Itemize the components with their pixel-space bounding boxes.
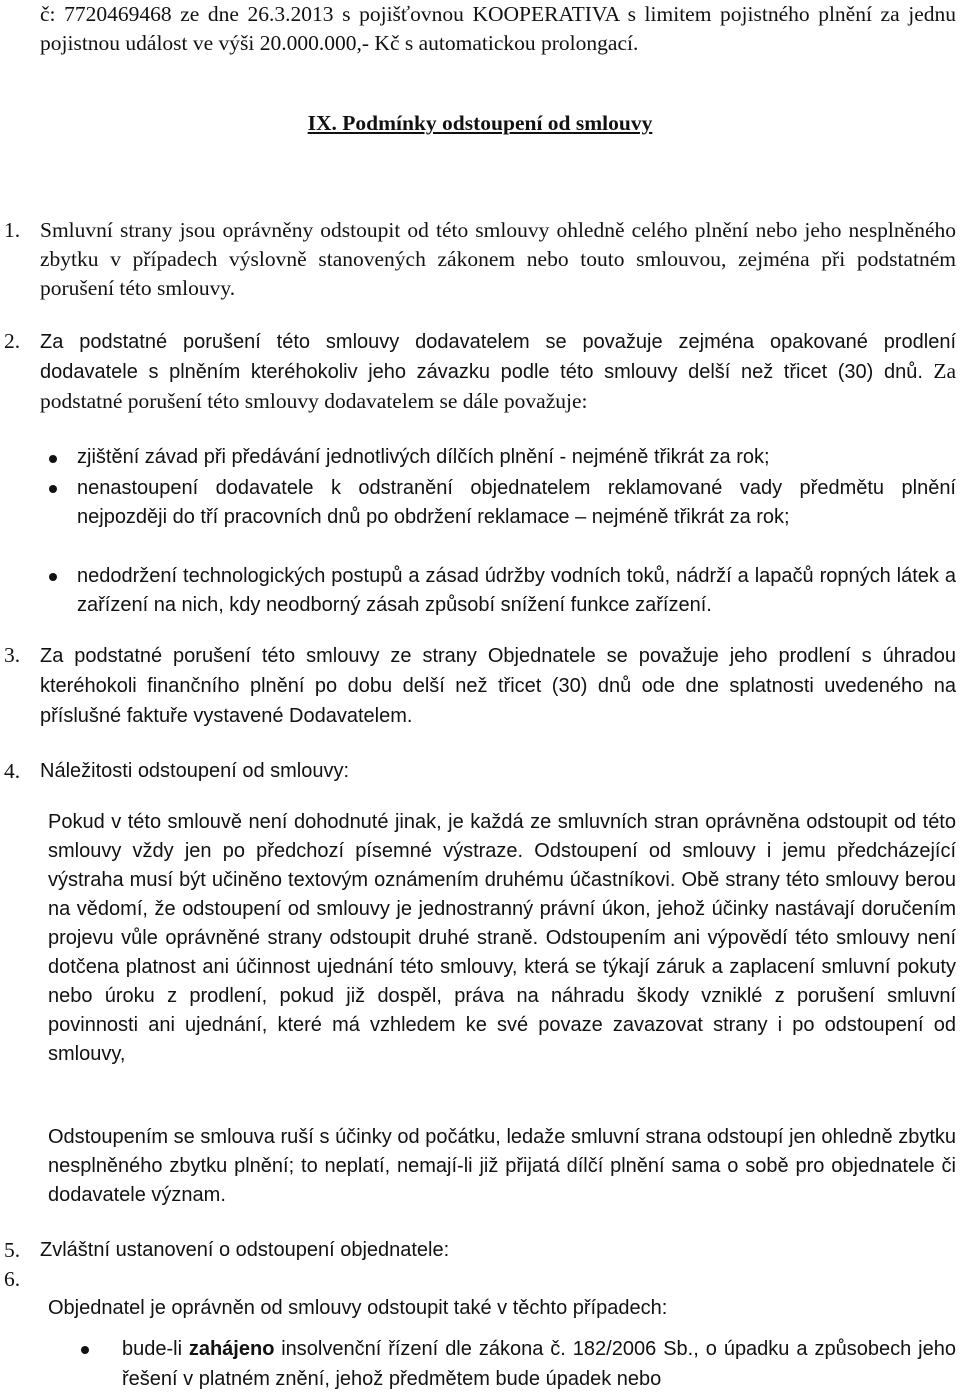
item-1-text: Smluvní strany jsou oprávněny odstoupit od této smlouvy ohledně celého plnění nebo jeho nesplněného zbytku v případech výslovně stanovených zákonem nebo touto smlouvou, zejména při podstatném porušení této smlouvy. [40, 218, 956, 300]
item-3-text [40, 641, 956, 731]
item-6-bullet-post: insolvenční řízení dle zákona č. 182/2006 Sb., o úpadku a způsobech jeho řešení v platném znění, jehož předmětem bude úpadek nebo [122, 1338, 956, 1390]
section-heading: IX. Podmínky odstoupení od smlouvy [307, 111, 653, 135]
item-2-text-a: Za podstatné porušení této smlouvy dodavatelem se považuje zejména opakované prodlení dodavatele s plněním kteréhokoliv jeho závazku podle této smlouvy delší než třicet (30) dnů. [40, 331, 956, 383]
item-5-number: 5. [4, 1238, 21, 1262]
item-6-intro: Objednatel je oprávněn od smlouvy odstoupit také v těchto případech: [48, 1297, 668, 1319]
item-3-text-content: Za podstatné porušení této smlouvy ze strany Objednatele se považuje jeho prodlení s úhradou kteréhokoli finančního plnění po dobu delší než třicet (30) dnů ode dne splatnosti uvedeného na příslušné faktuře vystavené Dodavatelem. [40, 645, 956, 727]
item-2-number: 2. [4, 329, 21, 353]
item-2-bullet-2: nenastoupení dodavatele k odstranění objednatelem reklamované vady předmětu plnění nejpozději do tří pracovních dnů po obdržení reklamace – nejméně třikrát za rok; [77, 477, 956, 528]
item-6-bullet-pre: bude-li [122, 1338, 183, 1360]
bullet-dot [81, 1346, 89, 1354]
intro-text: č: 7720469468 ze dne 26.3.2013 s pojišťovnou KOOPERATIVA s limitem pojistného plnění za jednu pojistnou událost ve výši 20.000.000,- Kč s automatickou prolongací. [40, 2, 956, 55]
item-6-bullet-bold: zahájeno [188, 1338, 275, 1360]
item-3-number: 3. [4, 643, 21, 667]
item-4-number: 4. [4, 759, 21, 783]
item-6-number: 6. [4, 1267, 21, 1291]
bullet-dot [49, 485, 57, 493]
item-4-title: Náležitosti odstoupení od smlouvy: [40, 760, 350, 782]
item-2-text [40, 327, 956, 416]
item-1-number: 1. [4, 218, 21, 242]
item-4-paragraph-2: Odstoupením se smlouva ruší s účinky od počátku, ledaže smluvní strana odstoupí jen ohledně zbytku nesplněného zbytku plnění; to neplatí, nemají-li již přijatá dílčí plnění sama o sobě pro objednatele či dodavatele význam. [48, 1126, 956, 1206]
item-2-bullet-3: nedodržení technologických postupů a zásad údržby vodních toků, nádrží a lapačů ropných látek a zařízení na nich, kdy neodborný zásah způsobí snížení funkce zařízení. [77, 565, 956, 616]
bullet-dot [49, 573, 57, 581]
item-4-paragraph-1: Pokud v této smlouvě není dohodnuté jinak, je každá ze smluvních stran oprávněna odstoupit od této smlouvy vždy jen po předchozí písemné výstraze. Odstoupení od smlouvy i jemu předcházející výstraha musí být učiněno textovým oznámením druhému účastníkovi. Obě strany této smlouvy berou na vědomí, že odstoupení od smlouvy je jednostranný právní úkon, jehož účinky nastávají doručením projevu vůle oprávněné strany odstoupit druhé straně. Odstoupením ani výpovědí této smlouvy není dotčena platnost ani účinnost ujednání této smlouvy, která se týkají záruk a zaplacení smluvní pokuty nebo úroku z prodlení, pokud již dospěl, práva na náhradu škody vzniklé z porušení smluvní povinnosti ani ujednání, které má vzhledem ke své povaze zavazovat strany i po odstoupení od smlouvy, [48, 811, 956, 1065]
item-5-title: Zvláštní ustanovení o odstoupení objednatele: [40, 1239, 450, 1261]
item-2-text-b: Za podstatné porušení této smlouvy dodavatelem se dále považuje: [40, 359, 956, 413]
bullet-dot [49, 455, 57, 463]
item-2-bullet-1: zjištění závad při předávání jednotlivých dílčích plnění - nejméně třikrát za rok; [77, 446, 770, 468]
item-6-bullet-1 [122, 1334, 956, 1394]
intro-paragraph [40, 0, 956, 58]
